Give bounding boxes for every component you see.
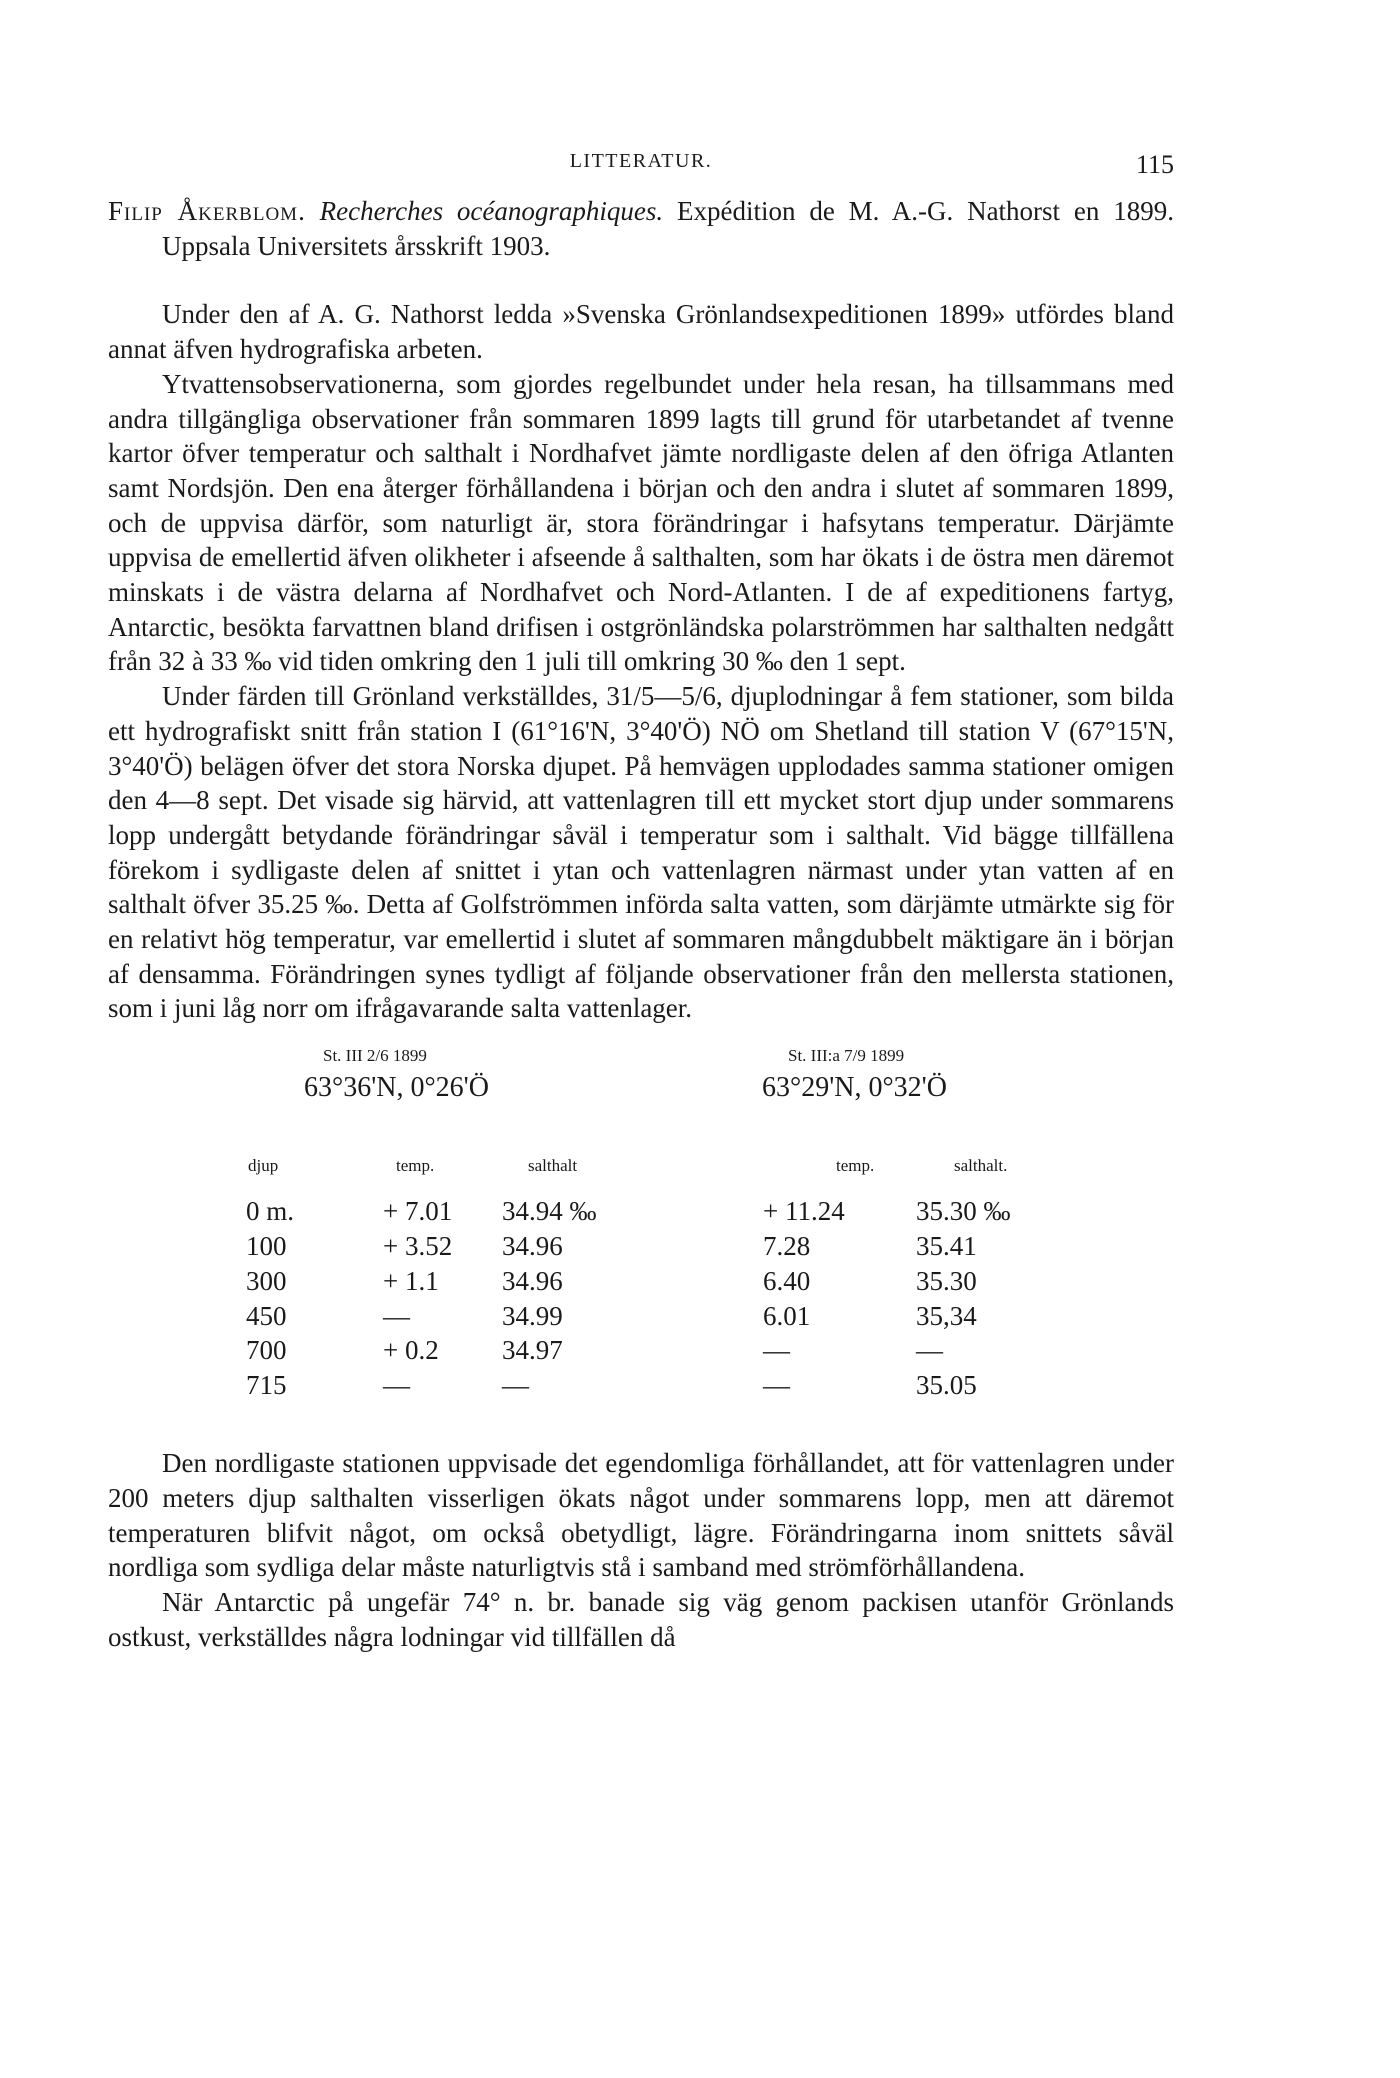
cell-salt-right: — (916, 1335, 943, 1366)
cell-djup: 700 (246, 1335, 287, 1366)
paragraph-2: Ytvattensobservationerna, som gjordes regelbundet under hela resan, ha tillsammans med andra tillgängliga observationer från sommaren 1899 lagts till grund för utarbetandet af tvenne kartor öfver temperatur och salthalt i Nordhafvet jämte nordligaste delen af den öfriga Atlanten samt Nordsjön. Den ena återger förhållandena i början och den andra i slutet af sommaren 1899, och de uppvisa därför, som naturligt är, stora förändringar i hafsytans temperatur. Därjämte uppvisa de emellertid äfven olikheter i afseende å salthalten, som har ökats i de östra men däremot minskats i de västra delarna af Nordhafvet och Nord-Atlanten. I de af expeditionens fartyg, Antarctic, besökta farvattnen bland drifisen i ostgrönländska polarströmmen har salthalten nedgått från 32 à 33 ‰ vid tiden omkring den 1 juli till omkring 30 ‰ den 1 sept. (108, 368, 1174, 677)
header-temp-right: temp. (836, 1156, 875, 1176)
cell-salt-right: 35.05 (916, 1370, 977, 1401)
citation-rest: Expédition de M. A.-G. Nathorst en 1899. Uppsala Universitets årsskrift 1903. (162, 196, 1174, 261)
cell-temp-right: + 11.24 (763, 1196, 845, 1227)
station-left-label: St. III 2/6 1899 (323, 1046, 427, 1066)
cell-djup: 100 (246, 1230, 287, 1261)
paragraph-5: När Antarctic på ungefär 74° n. br. banade sig väg genom packisen utanför Grönlands ostkust, verkställdes några lodningar vid tillfällen då (108, 1586, 1174, 1652)
cell-salt-right: 35.41 (916, 1230, 977, 1261)
cell-salt-left: 34.97 (502, 1335, 563, 1366)
cell-temp-left: + 1.1 (383, 1265, 439, 1296)
citation (108, 194, 1174, 263)
cell-djup: 300 (246, 1265, 287, 1296)
cell-djup: 450 (246, 1300, 287, 1331)
header-salt-right: salthalt. (954, 1156, 1008, 1176)
cell-temp-left: — (383, 1370, 410, 1401)
page-number: 115 (1135, 150, 1174, 179)
coords-left: 63°36'N, 0°26'Ö (304, 1072, 489, 1104)
header-djup: djup (248, 1156, 279, 1176)
citation-author: Filip Åkerblom. (108, 196, 306, 226)
cell-salt-left: 34.99 (502, 1300, 563, 1331)
cell-salt-left: 34.94 ‰ (502, 1196, 597, 1227)
observation-table (108, 1046, 1174, 1446)
header-temp-left: temp. (396, 1156, 435, 1176)
paragraph-4: Den nordligaste stationen uppvisade det egendomliga förhållandet, att för vattenlagren under 200 meters djup salthalten visserligen ökats något under sommarens lopp, men att däremot temperaturen blifvit något, om också obetydligt, lägre. Förändringarna inom snittets såväl nordliga som sydliga delar måste naturligtvis stå i samband med strömförhållandena. (108, 1448, 1174, 1583)
header-salt-left: salthalt (528, 1156, 578, 1176)
cell-salt-right: 35.30 ‰ (916, 1196, 1011, 1227)
cell-temp-left: + 7.01 (383, 1196, 453, 1227)
cell-temp-left: — (383, 1300, 410, 1331)
paragraph-1: Under den af A. G. Nathorst ledda »Svenska Grönlandsexpeditionen 1899» utfördes bland annat äfven hydrografiska arbeten. (108, 299, 1174, 365)
cell-temp-right: 7.28 (763, 1230, 811, 1261)
cell-temp-left: + 3.52 (383, 1230, 453, 1261)
cell-temp-right: 6.01 (763, 1300, 811, 1331)
cell-salt-left: 34.96 (502, 1265, 563, 1296)
cell-salt-right: 35,34 (916, 1300, 977, 1331)
cell-salt-left: — (502, 1370, 529, 1401)
cell-salt-right: 35.30 (916, 1265, 977, 1296)
citation-title: Recherches océanographiques. (319, 196, 664, 226)
paragraph-3: Under färden till Grönland verkställdes, 31/5—5/6, djuplodningar å fem stationer, som bilda ett hydrografiskt snitt från station I (61°16'N, 3°40'Ö) NÖ om Shetland till station V (67°15'N, 3°40'Ö) belägen öfver det stora Norska djupet. På hemvägen upplodades samma stationer omigen den 4—8 sept. Det visade sig härvid, att vattenlagren till ett mycket stort djup under sommarens lopp undergått betydande förändringar såväl i temperatur som i salthalt. Vid bägge tillfällena förekom i sydligaste delen af snittet i ytan och vattenlagren närmast under ytan vatten af en salthalt öfver 35.25 ‰. Detta af Golfströmmen införda salta vatten, som därjämte utmärkte sig för en relativt hög temperatur, var emellertid i slutet af sommaren mångdubbelt mäktigare än i början af densamma. Förändringen synes tydligt af följande observationer från den mellersta stationen, som i juni låg norr om ifrågavarande salta vattenlager. (108, 681, 1174, 1024)
cell-temp-left: + 0.2 (383, 1335, 439, 1366)
coords-right: 63°29'N, 0°32'Ö (762, 1072, 947, 1104)
station-right-label: St. III:a 7/9 1899 (788, 1046, 905, 1066)
cell-salt-left: 34.96 (502, 1230, 563, 1261)
cell-temp-right: 6.40 (763, 1265, 811, 1296)
cell-temp-right: — (763, 1370, 790, 1401)
cell-temp-right: — (763, 1335, 790, 1366)
cell-djup: 715 (246, 1370, 287, 1401)
book-page (108, 150, 1174, 1654)
running-title: LITTERATUR. (569, 150, 713, 172)
page-header (108, 150, 1174, 194)
cell-djup: 0 m. (246, 1196, 295, 1227)
